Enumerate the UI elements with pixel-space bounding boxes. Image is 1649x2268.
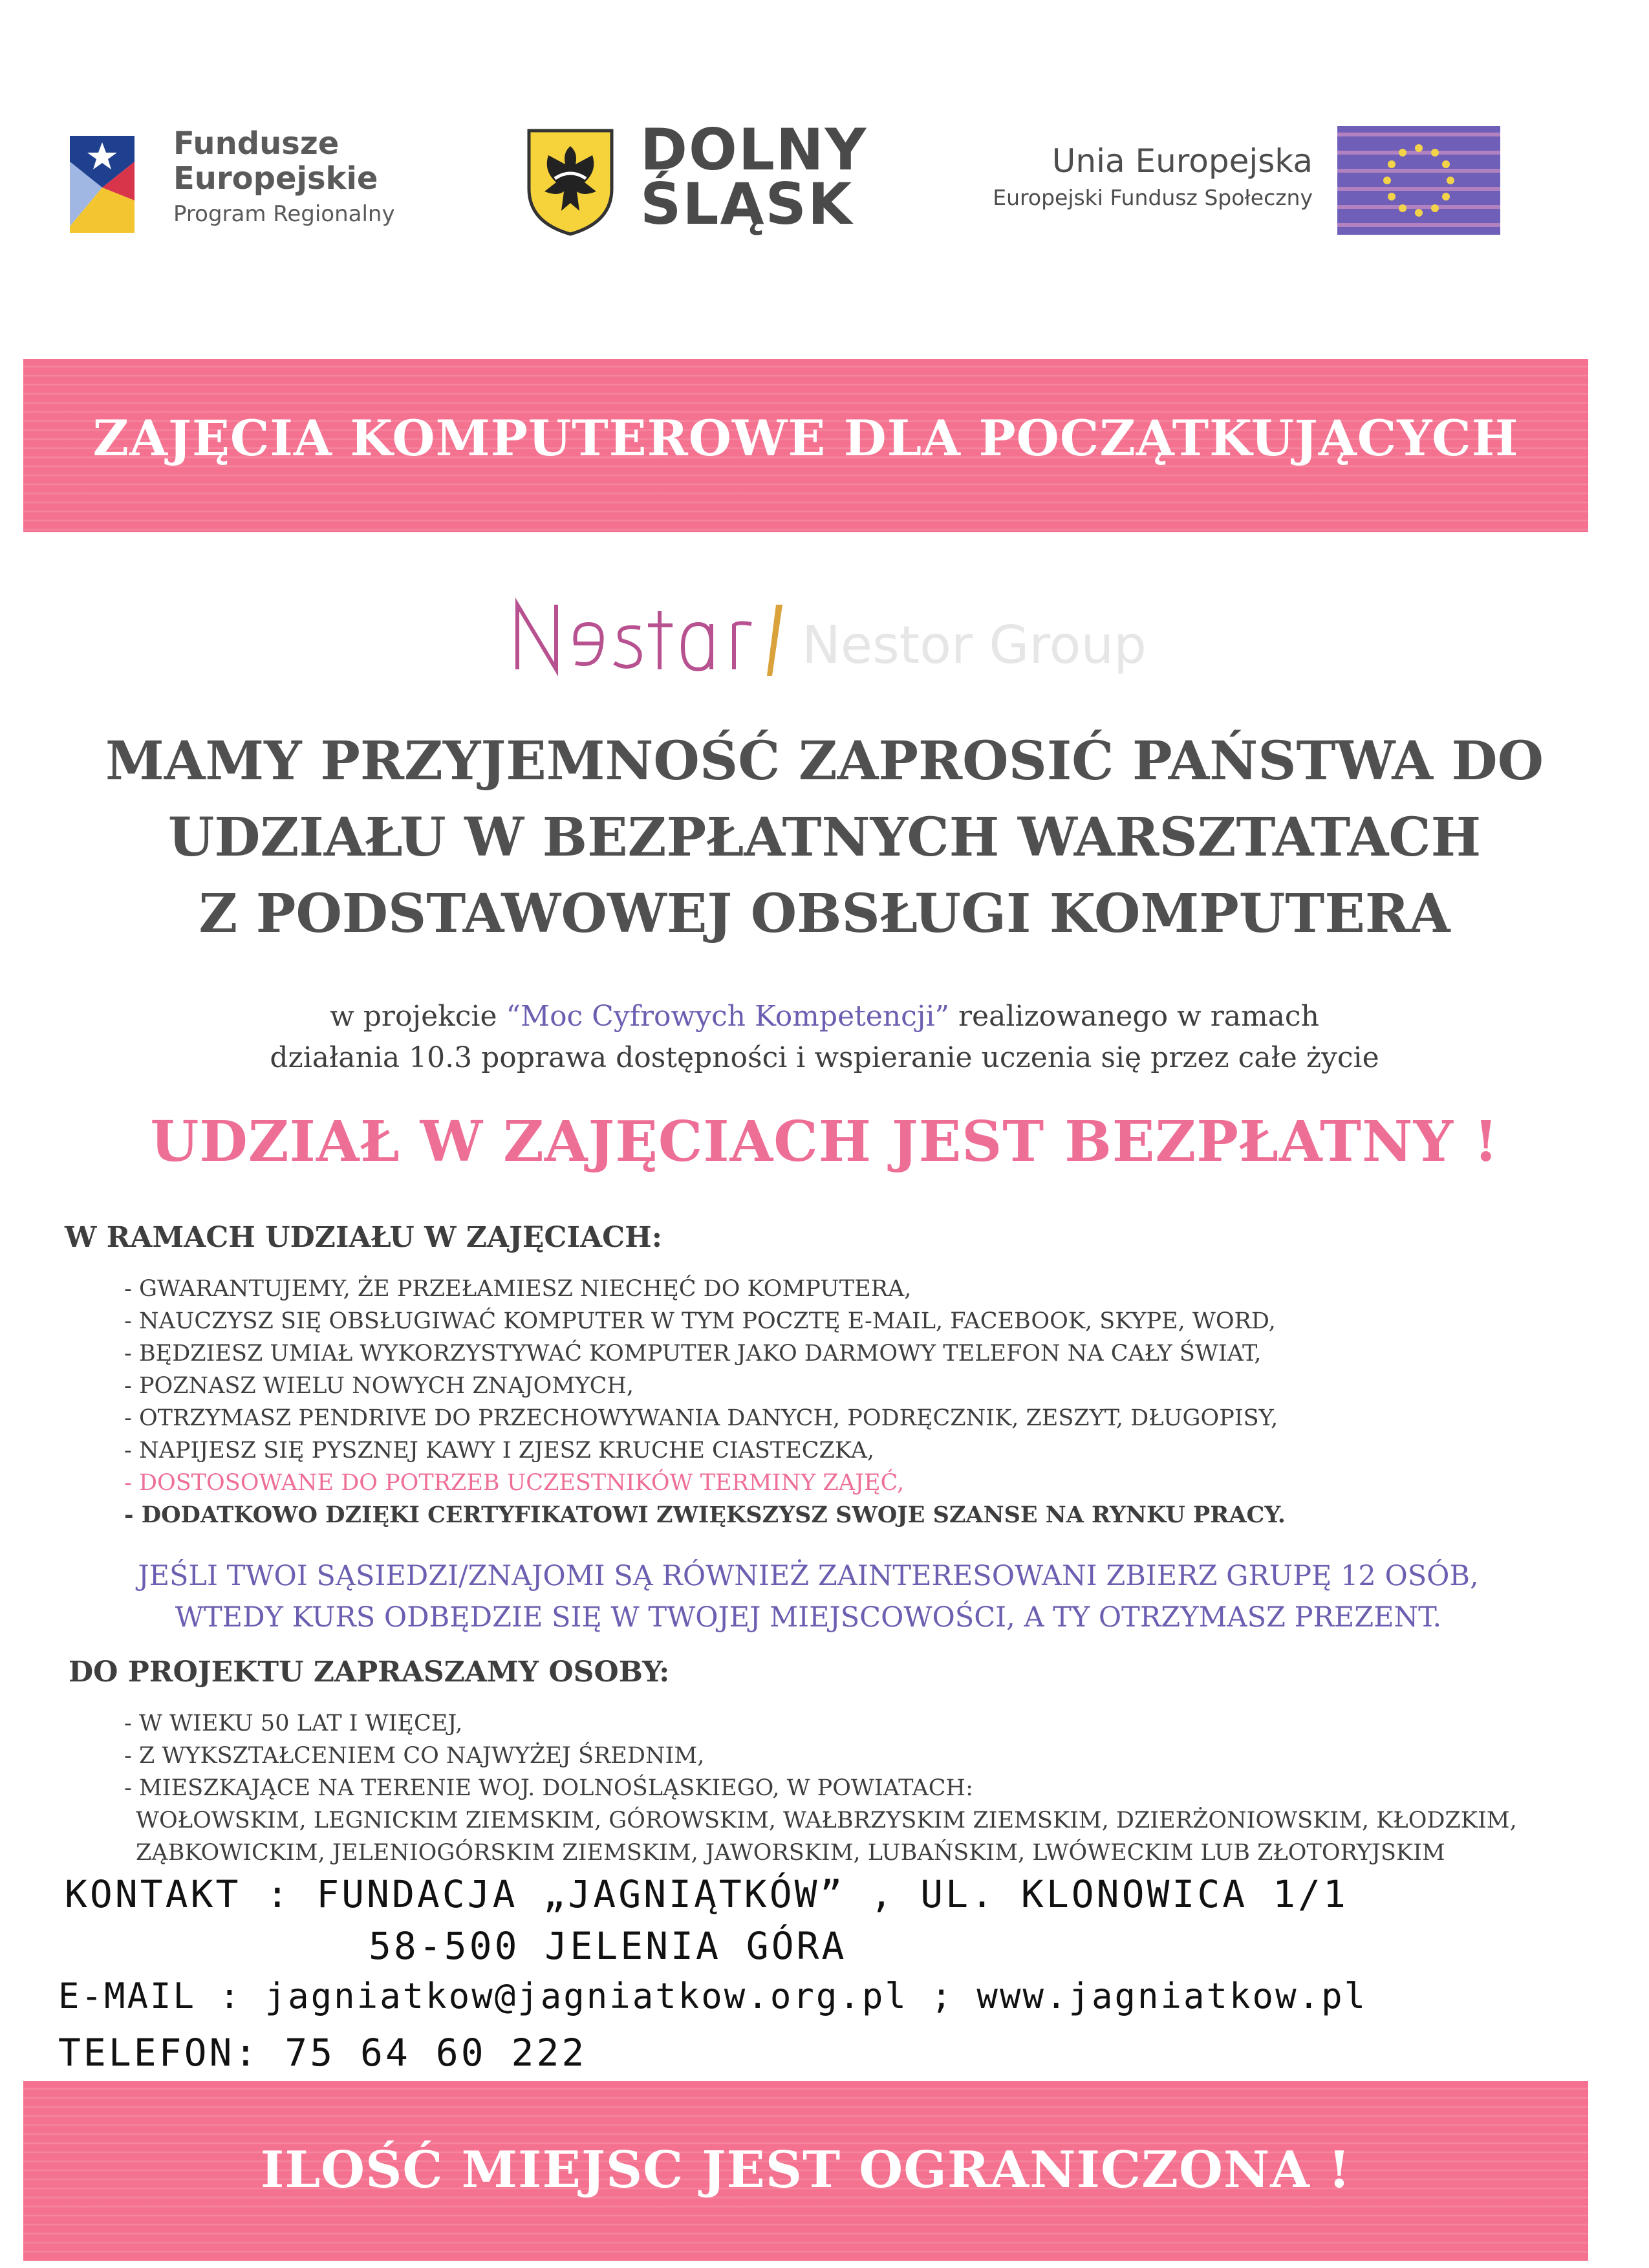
list-item: - POZNASZ WIELU NOWYCH ZNAJOMYCH, (124, 1373, 634, 1399)
contact-phone: TELEFON: 75 64 60 222 (58, 2031, 587, 2075)
list-item: ZĄBKOWICKIM, JELENIOGÓRSKIM ZIEMSKIM, JAWORSKIM, LUBAŃSKIM, LWÓWECKIM LUB ZŁOTORYJSKIM (136, 1840, 1445, 1866)
nestor-group-word: Nestor Group (802, 615, 1147, 675)
dolny-slask-text (640, 116, 868, 237)
fundusze-europejskie-text (173, 126, 395, 228)
project-suffix: realizowanego w ramach (949, 1000, 1319, 1033)
ds-line1: DOLNY (640, 116, 868, 183)
fundusze-europejskie-mark-icon (63, 123, 141, 239)
dolny-slask-coat-of-arms (525, 127, 616, 237)
list-item: WOŁOWSKIM, LEGNICKIM ZIEMSKIM, GÓROWSKIM, WAŁBRZYSKIM ZIEMSKIM, DZIERŻONIOWSKIM, KŁODZKIM, (136, 1808, 1517, 1833)
list-item: - MIESZKAJĄCE NA TERENIE WOJ. DOLNOŚLĄSKIEGO, W POWIATACH: (124, 1775, 973, 1801)
list-item-bold: - DODATKOWO DZIĘKI CERTYFIKATOWI ZWIĘKSZYSZ SWOJE SZANSE NA RYNKU PRACY. (124, 1502, 1286, 1528)
free-participation-notice: UDZIAŁ W ZAJĘCIACH JEST BEZPŁATNY ! (150, 1109, 1499, 1174)
eu-flag (1337, 126, 1500, 235)
invite-line1: MAMY PRZYJEMNOŚĆ ZAPROSIĆ PAŃSTWA DO (105, 730, 1544, 792)
group-notice-line2: WTEDY KURS ODBĘDZIE SIĘ W TWOJEJ MIEJSCOWOŚCI, A TY OTRZYMASZ PREZENT. (175, 1601, 1442, 1634)
fundusze-europejskie-logo (63, 123, 141, 239)
group-notice (0, 1555, 1617, 1638)
ue-title: Unia Europejska (1051, 142, 1313, 180)
contact-email-website: E-MAIL : jagniatkow@jagniatkow.org.pl ; www.jagniatkow.pl (58, 1976, 1368, 2016)
eu-flag-icon (1337, 126, 1500, 235)
top-banner-title: ZAJĘCIA KOMPUTEROWE DLA POCZĄTKUJĄCYCH (92, 409, 1519, 467)
list-item: - GWARANTUJEMY, ŻE PRZEŁAMIESZ NIECHĘĆ DO KOMPUTERA, (124, 1276, 912, 1302)
invite-line3: Z PODSTAWOWEJ OBSŁUGI KOMPUTERA (199, 883, 1450, 945)
list-item: - NAUCZYSZ SIĘ OBSŁUGIWAĆ KOMPUTER W TYM POCZTĘ E-MAIL, FACEBOOK, SKYPE, WORD, (124, 1308, 1276, 1334)
list-item: - NAPIJESZ SIĘ PYSZNEJ KAWY I ZJESZ KRUCHE CIASTECZKA, (124, 1438, 875, 1463)
benefits-list (124, 1273, 1286, 1531)
list-item: - OTRZYMASZ PENDRIVE DO PRZECHOWYWANIA DANYCH, PODRĘCZNIK, ZESZYT, DŁUGOPISY, (124, 1405, 1278, 1431)
list-item: - BĘDZIESZ UMIAŁ WYKORZYSTYWAĆ KOMPUTER JAKO DARMOWY TELEFON NA CAŁY ŚWIAT, (124, 1341, 1262, 1366)
project-line1 (0, 996, 1649, 1037)
project-prefix: w projekcie (330, 1000, 506, 1033)
benefits-heading: W RAMACH UDZIAŁU W ZAJĘCIACH: (65, 1221, 662, 1254)
nestor-group-logo (511, 579, 1147, 689)
invitation-heading (0, 723, 1649, 952)
fe-subtitle: Program Regionalny (173, 201, 395, 227)
list-item: - W WIEKU 50 LAT I WIĘCEJ, (124, 1711, 463, 1736)
bottom-banner (23, 2081, 1588, 2261)
ue-subtitle: Europejski Fundusz Społeczny (993, 185, 1313, 210)
fe-title-line1: Fundusze (173, 125, 339, 162)
top-banner (23, 359, 1588, 532)
ds-line2: ŚLĄSK (640, 171, 854, 237)
list-item: - Z WYKSZTAŁCENIEM CO NAJWYŻEJ ŚREDNIM, (124, 1743, 705, 1769)
eagle-shield-icon (525, 127, 616, 237)
contact-line1: KONTAKT : FUNDACJA „JAGNIĄTKÓW” , UL. KLONOWICA 1/1 (65, 1872, 1348, 1916)
contact-line2: 58-500 JELENIA GÓRA (369, 1924, 847, 1968)
project-info (0, 996, 1649, 1079)
eligibility-list (124, 1707, 1517, 1869)
list-item-highlight: - DOSTOSOWANE DO POTRZEB UCZESTNIKÓW TERMINY ZAJĘĆ, (124, 1470, 905, 1496)
group-notice-line1: JEŚLI TWOI SĄSIEDZI/ZNAJOMI SĄ RÓWNIEŻ ZAINTERESOWANI ZBIERZ GRUPĘ 12 OSÓB, (138, 1560, 1479, 1592)
eligibility-heading: DO PROJEKTU ZAPRASZAMY OSOBY: (69, 1656, 670, 1689)
fe-title-line2: Europejskie (173, 160, 378, 197)
nestor-logo-icon (511, 579, 1147, 689)
project-line2: działania 10.3 poprawa dostępności i wspieranie uczenia się przez całe życie (270, 1041, 1379, 1074)
invite-line2: UDZIAŁU W BEZPŁATNYCH WARSZTATACH (167, 806, 1482, 869)
unia-europejska-text (892, 142, 1313, 212)
bottom-banner-title: ILOŚĆ MIEJSC JEST OGRANICZONA ! (260, 2141, 1352, 2199)
project-name: “Moc Cyfrowych Kompetencji” (506, 1000, 950, 1033)
